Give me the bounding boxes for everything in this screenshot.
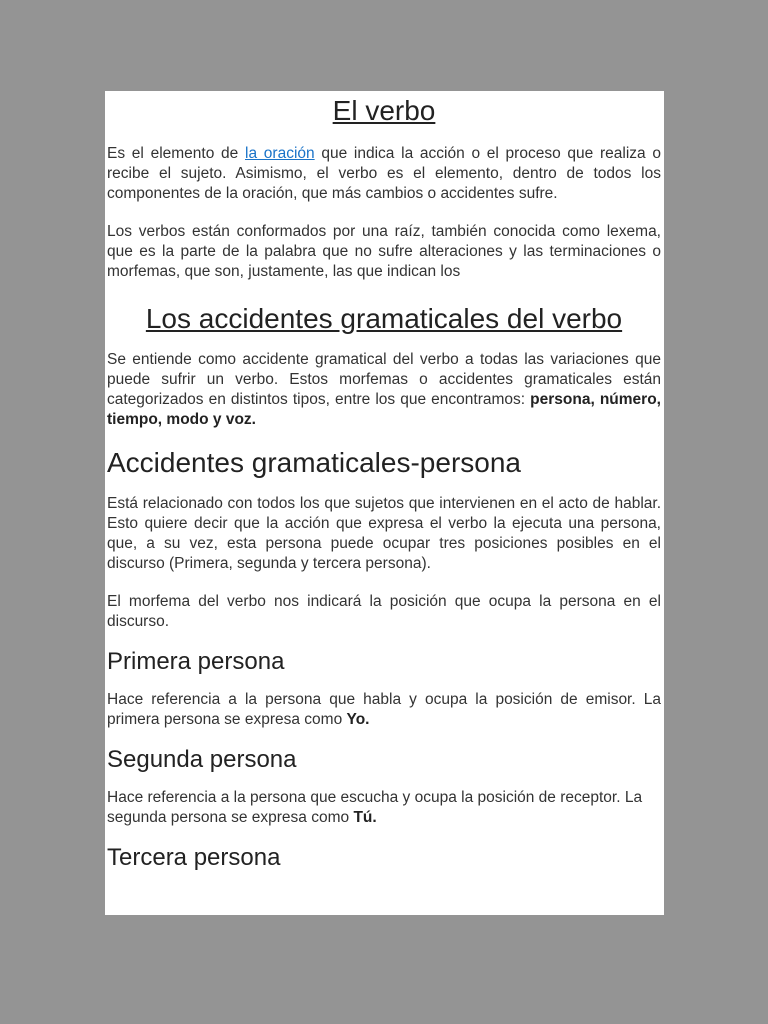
segunda-persona-paragraph [107,788,661,828]
segunda-text: Hace referencia a la persona que escucha y ocupa la posición de receptor. La segunda persona se expresa como [107,789,643,826]
segunda-bold: Tú. [353,809,377,826]
primera-persona-heading: Primera persona [107,648,285,675]
persona-paragraph-1: Está relacionado con todos los que sujetos que intervienen en el acto de hablar. Esto quiere decir que la acción que expresa el verbo la ejecuta una persona, que, a su vez, esta persona puede ocupar tres posiciones posibles en el discurso (Primera, segunda y tercera persona). [107,495,661,572]
accidents-heading: Los accidentes gramaticales del verbo [145,303,623,334]
persona-paragraph-2: El morfema del verbo nos indicará la posición que ocupa la persona en el discurso. [107,593,661,630]
accidents-bold-list: persona, número, tiempo, modo y voz. [107,391,661,428]
roots-paragraph: Los verbos están conformados por una raíz, también conocida como lexema, que es la parte de la palabra que no sufre alteraciones y las terminaciones o morfemas, que son, justamente, las que indican los [107,223,661,280]
intro-paragraph [107,144,661,204]
primera-persona-paragraph [107,690,661,730]
tercera-persona-heading: Tercera persona [107,844,281,871]
accidents-paragraph [107,350,661,430]
intro-text-after: que indica la acción o el proceso que realiza o recibe el sujeto. Asimismo, el verbo es el elemento, dentro de todos los componentes de la oración, que más cambios o accidentes sufre. [107,145,661,202]
oracion-link[interactable]: la oración [245,145,315,162]
primera-bold: Yo. [346,711,370,728]
accidents-text: Se entiende como accidente gramatical del verbo a todas las variaciones que puede sufrir un verbo. Estos morfemas o accidentes gramaticales están categorizados en distintos tipos, entre los que encontramos: [107,351,661,408]
persona-heading: Accidentes gramaticales-persona [107,447,521,478]
intro-text-before: Es el elemento de [107,145,246,162]
segunda-persona-heading: Segunda persona [107,746,297,773]
page-title: El verbo [332,95,436,126]
primera-text: Hace referencia a la persona que habla y ocupa la posición de emisor. La primera persona se expresa como [107,691,661,728]
document-page [105,91,664,915]
